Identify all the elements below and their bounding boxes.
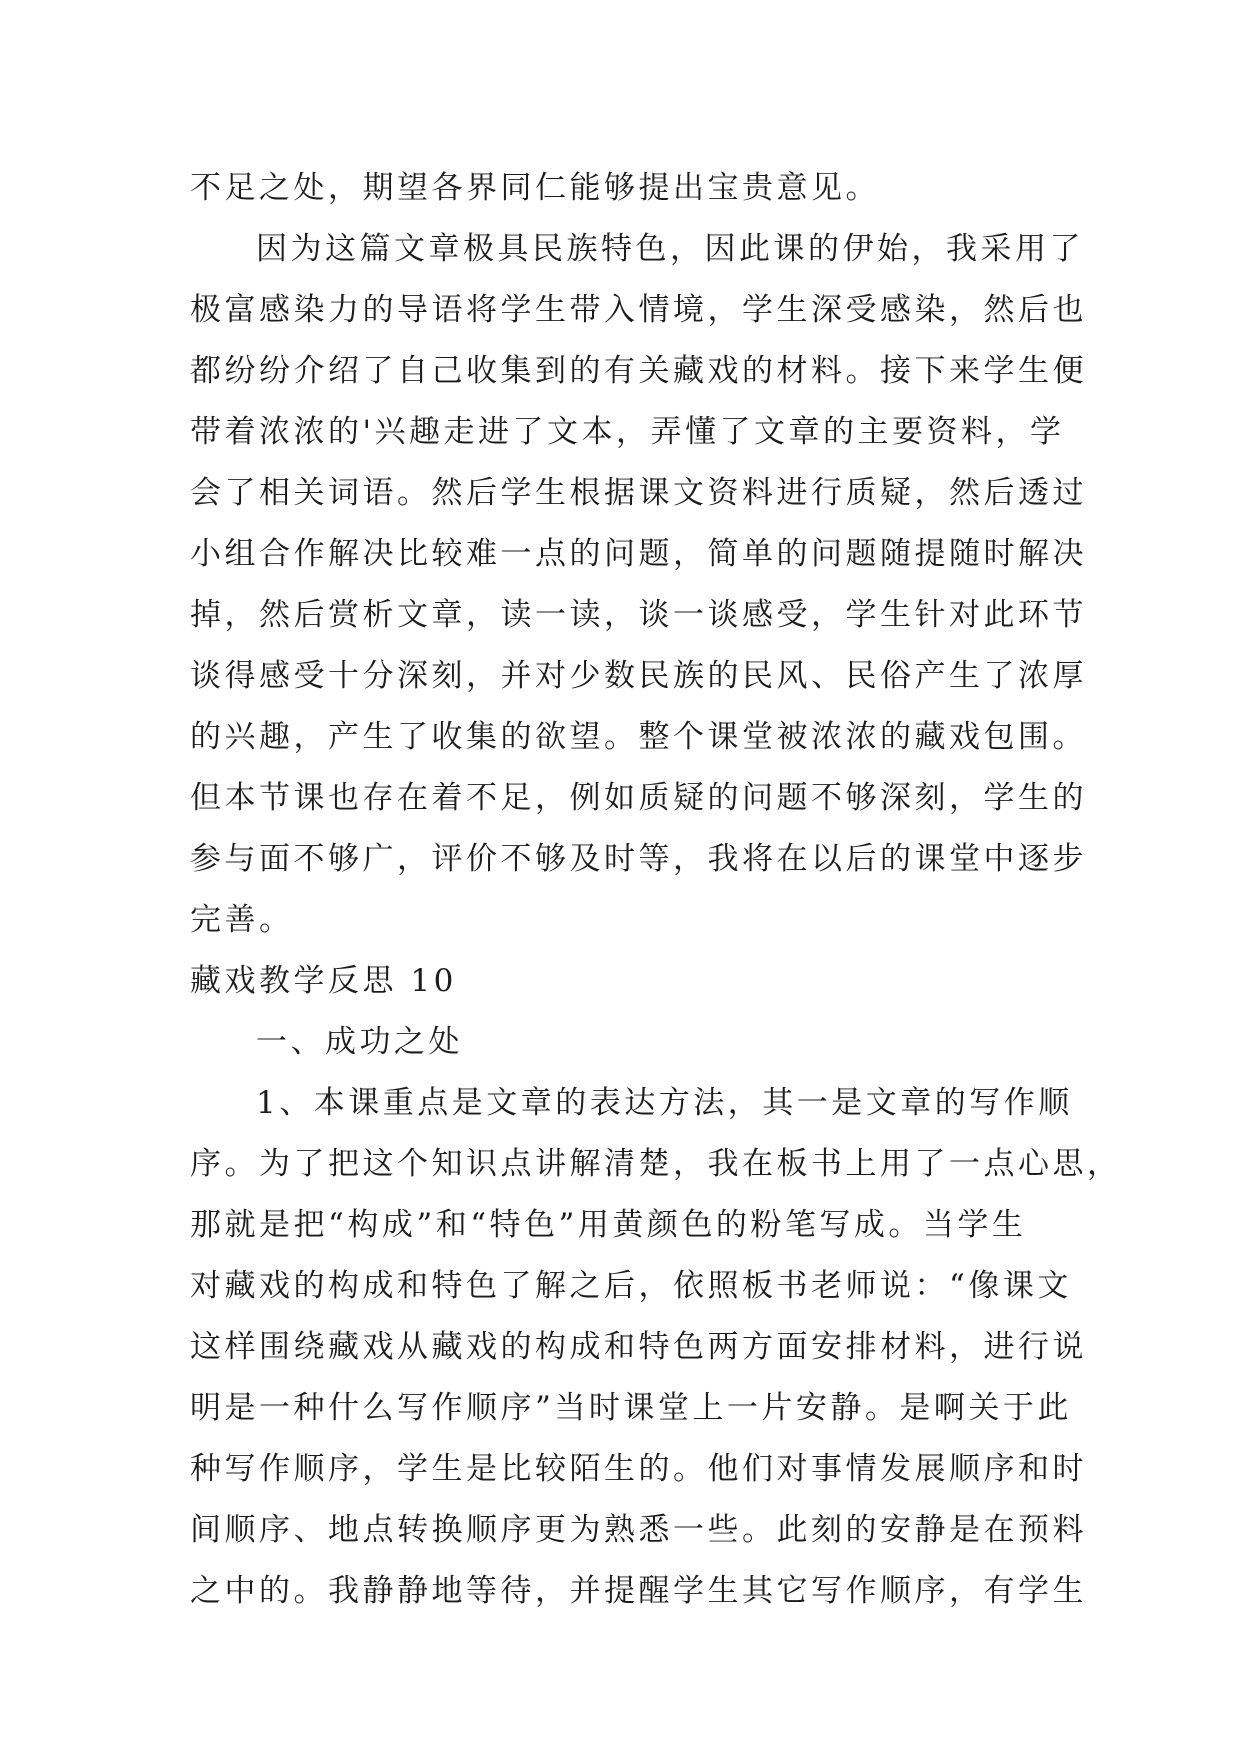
text-line: 之中的。我静静地等待，并提醒学生其它写作顺序，有学生 — [190, 1573, 1087, 1609]
text-line: 但本节课也存在着不足，例如质疑的问题不够深刻，学生的 — [190, 780, 1087, 816]
text-line: 极富感染力的导语将学生带入情境，学生深受感染，然后也 — [190, 292, 1087, 328]
text-line: 种写作顺序，学生是比较陌生的。他们对事情发展顺序和时 — [190, 1451, 1087, 1487]
document-body — [190, 158, 1122, 1622]
text-line: 对藏戏的构成和特色了解之后，依照板书老师说：“像课文 — [190, 1268, 1072, 1304]
text-line: 带着浓浓的'兴趣走进了文本，弄懂了文章的主要资料，学 — [190, 414, 1065, 450]
text-line: 小组合作解决比较难一点的问题，简单的问题随提随时解决 — [190, 536, 1087, 572]
section-heading: 藏戏教学反思 10 — [190, 963, 457, 999]
text-line: 参与面不够广，评价不够及时等，我将在以后的课堂中逐步 — [190, 841, 1087, 877]
text-line: 的兴趣，产生了收集的欲望。整个课堂被浓浓的藏戏包围。 — [190, 719, 1087, 755]
text-line: 1、本课重点是文章的表达方法，其一是文章的写作顺 — [256, 1085, 1073, 1121]
text-line: 因为这篇文章极具民族特色，因此课的伊始，我采用了 — [256, 231, 1084, 267]
subsection-heading: 一、成功之处 — [256, 1024, 463, 1060]
text-line: 那就是把“构成”和“特色”用黄颜色的粉笔写成。当学生 — [190, 1207, 1027, 1243]
text-line: 不足之处，期望各界同仁能够提出宝贵意见。 — [190, 170, 880, 206]
text-line: 间顺序、地点转换顺序更为熟悉一些。此刻的安静是在预料 — [190, 1512, 1087, 1548]
text-line: 谈得感受十分深刻，并对少数民族的民风、民俗产生了浓厚 — [190, 658, 1087, 694]
text-line: 都纷纷介绍了自己收集到的有关藏戏的材料。接下来学生便 — [190, 353, 1087, 389]
text-line: 会了相关词语。然后学生根据课文资料进行质疑，然后透过 — [190, 475, 1087, 511]
text-line: 序。为了把这个知识点讲解清楚，我在板书上用了一点心思， — [190, 1146, 1122, 1182]
text-line: 这样围绕藏戏从藏戏的构成和特色两方面安排材料，进行说 — [190, 1329, 1087, 1365]
text-line: 完善。 — [190, 902, 294, 938]
text-line: 掉，然后赏析文章，读一读，谈一谈感受，学生针对此环节 — [190, 597, 1087, 633]
text-line: 明是一种什么写作顺序”当时课堂上一片安静。是啊关于此 — [190, 1390, 1072, 1426]
